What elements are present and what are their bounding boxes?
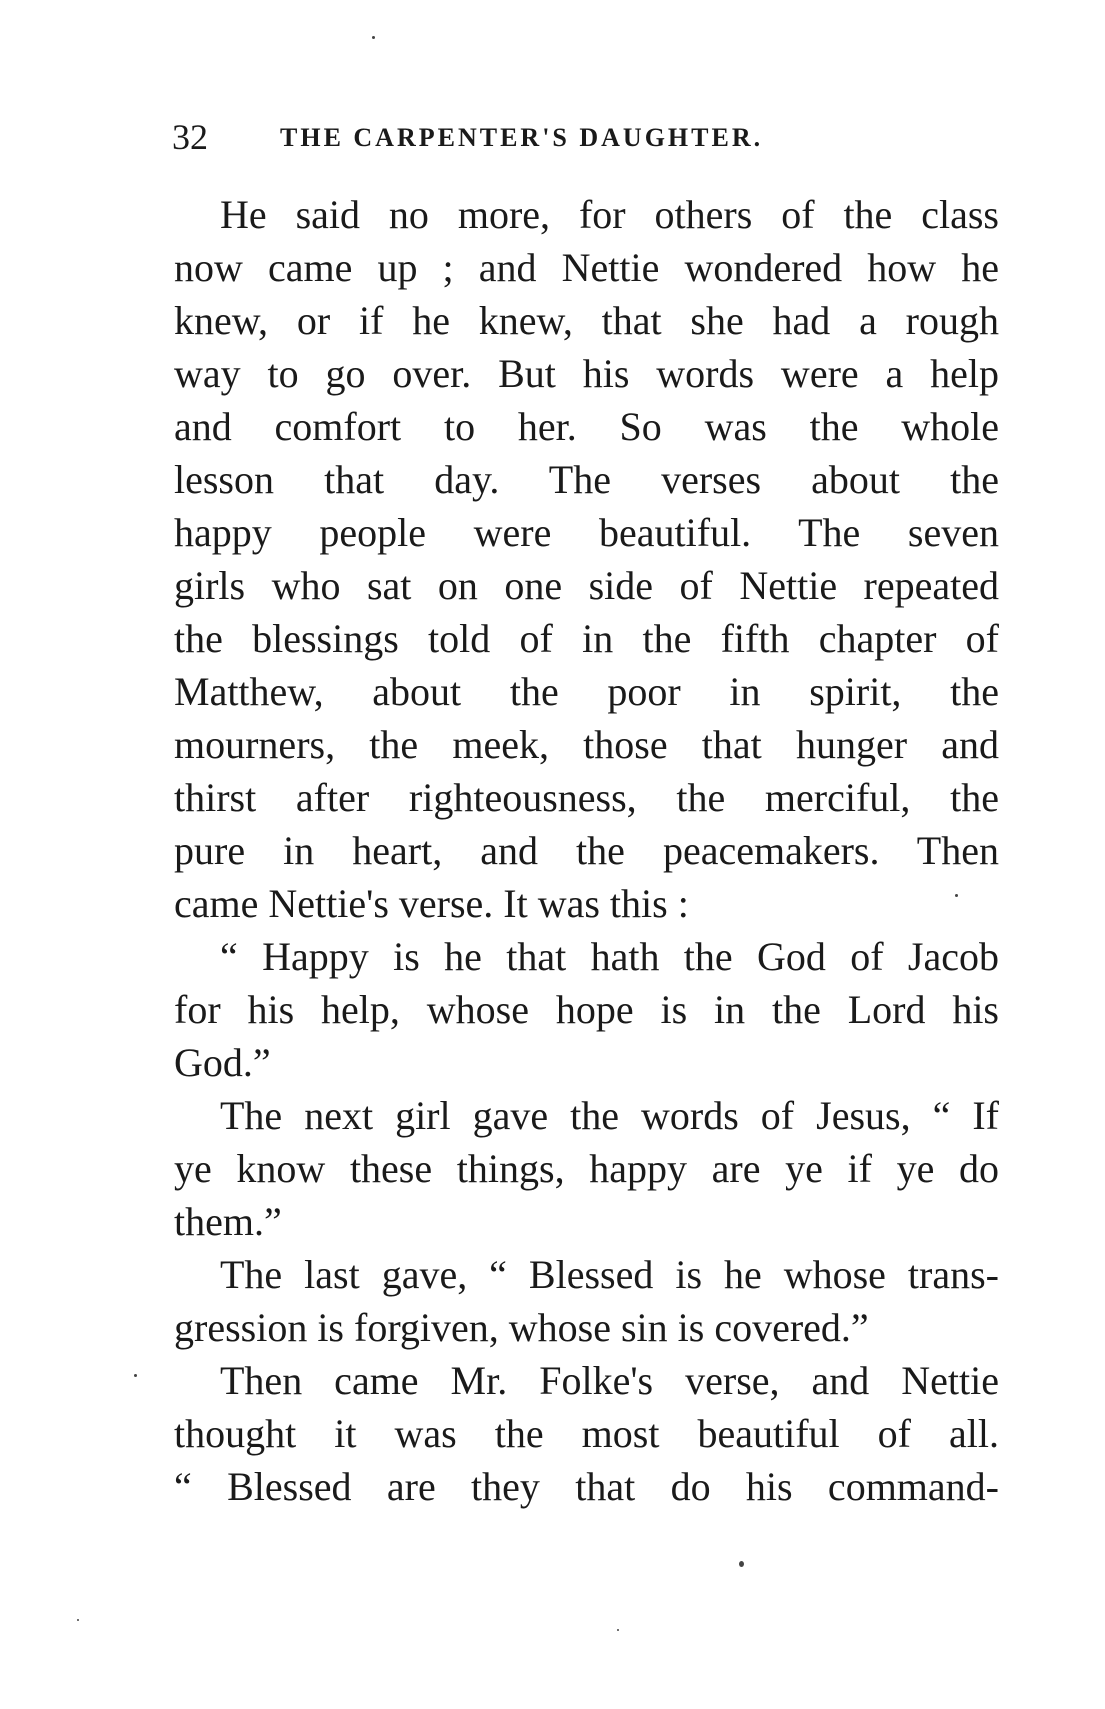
paper-speck [372,36,375,39]
text-line: now came up ; and Nettie wondered how he [174,245,999,290]
text-line: ye know these things, happy are ye if ye do [174,1146,999,1191]
text-line: the blessings told of in the fifth chapter of [174,616,999,661]
text-line: God.” [174,1040,271,1085]
text-line: Then came Mr. Folke's verse, and Nettie [220,1358,999,1403]
text-line: He said no more, for others of the class [220,192,999,237]
paper-speck [77,1619,79,1621]
text-line: for his help, whose hope is in the Lord his [174,987,999,1032]
running-title: THE CARPENTER'S DAUGHTER. [280,123,764,152]
paper-speck [955,894,958,897]
text-line: Matthew, about the poor in spirit, the [174,669,999,714]
page-number: 32 [172,117,208,157]
text-line: lesson that day. The verses about the [174,457,999,502]
text-line: “ Blessed are they that do his command- [174,1464,999,1509]
text-line: thought it was the most beautiful of all. [174,1411,999,1456]
text-line: mourners, the meek, those that hunger and [174,722,999,767]
text-line: The next girl gave the words of Jesus, “ If [220,1093,999,1138]
text-line: knew, or if he knew, that she had a rough [174,298,999,343]
text-line: happy people were beautiful. The seven [174,510,999,555]
text-line: them.” [174,1199,282,1244]
text-line: way to go over. But his words were a help [174,351,999,396]
text-line: thirst after righteousness, the merciful, the [174,775,999,820]
paper-speck [617,1629,619,1631]
body-text [174,188,999,1513]
text-line: girls who sat on one side of Nettie repeated [174,563,999,608]
text-line: gression is forgiven, whose sin is covered.” [174,1305,869,1350]
text-line: pure in heart, and the peacemakers. Then [174,828,999,873]
text-line: “ Happy is he that hath the God of Jacob [220,934,999,979]
text-line: came Nettie's verse. It was this : [174,881,689,926]
paper-speck [739,1561,744,1567]
text-line: and comfort to her. So was the whole [174,404,999,449]
running-head [172,112,1012,162]
paper-speck [134,1374,137,1377]
text-line: The last gave, “ Blessed is he whose trans- [220,1252,999,1297]
